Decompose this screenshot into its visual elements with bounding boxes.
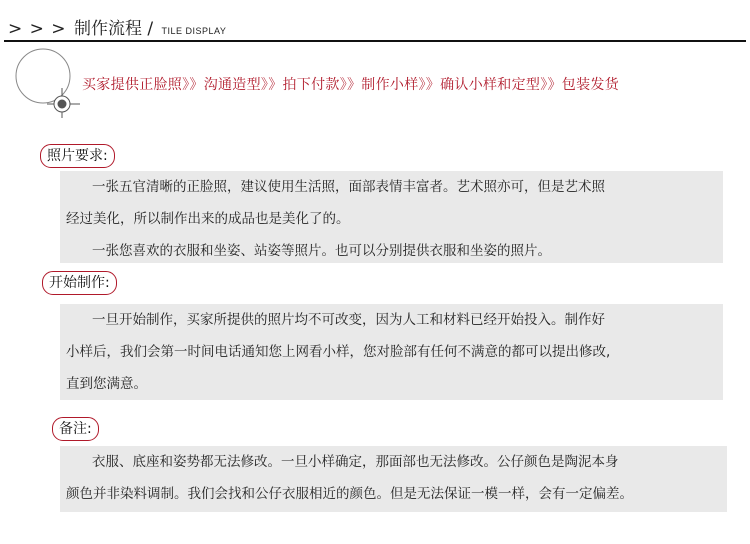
header-subtitle: TILE DISPLAY [161, 26, 227, 36]
header-arrows: > > > [8, 19, 67, 39]
section-header [8, 14, 738, 39]
text-line: 一旦开始制作，买家所提供的照片均不可改变，因为人工和材料已经开始投入。制作好 [92, 312, 605, 328]
header-divider [4, 40, 746, 42]
text-line: 一张五官清晰的正脸照，建议使用生活照，面部表情丰富者。艺术照亦可，但是艺术照 [92, 179, 605, 195]
text-line: 经过美化，所以制作出来的成品也是美化了的。 [66, 211, 350, 227]
text-line: 直到您满意。 [66, 376, 147, 392]
section-box-photo-requirements [60, 171, 723, 263]
header-title: 制作流程 [73, 19, 142, 39]
section-label-notes: 备注: [52, 417, 99, 441]
text-line: 小样后，我们会第一时间电话通知您上网看小样，您对脸部有任何不满意的都可以提出修改, [66, 344, 611, 360]
text-line: 一张您喜欢的衣服和坐姿、站姿等照片。也可以分别提供衣服和坐姿的照片。 [92, 243, 551, 259]
section-box-start-production [60, 304, 723, 400]
header-slash: / [147, 19, 154, 39]
process-flow: 买家提供正脸照》》沟通造型》》拍下付款》》制作小样》》确认小样和定型》》包装发货 [82, 77, 619, 93]
text-line: 颜色并非染料调制。我们会找和公仔衣服相近的颜色。但是无法保证一模一样，会有一定偏差。 [66, 486, 633, 502]
section-label-photo-requirements: 照片要求: [40, 144, 115, 168]
crosshair-circle-icon [14, 48, 84, 118]
text-line: 衣服、底座和姿势都无法修改。一旦小样确定，那面部也无法修改。公仔颜色是陶泥本身 [92, 454, 619, 470]
section-box-notes [60, 446, 727, 512]
section-label-start-production: 开始制作: [42, 271, 117, 295]
